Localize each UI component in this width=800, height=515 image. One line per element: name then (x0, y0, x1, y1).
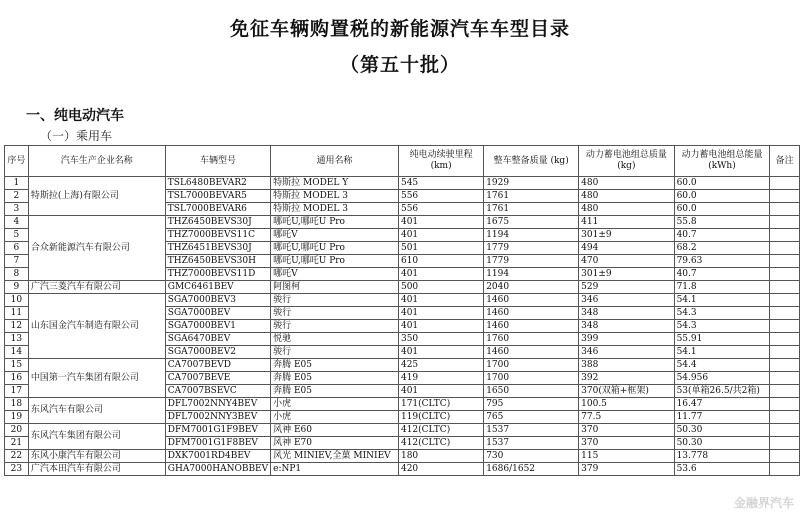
cell-curb-mass: 1779 (484, 242, 579, 255)
cell-curb-mass: 1686/1652 (484, 463, 579, 476)
table-row (5, 216, 800, 229)
cell-manufacturer: 广汽三菱汽车有限公司 (28, 281, 165, 294)
cell-common-name: 骏行 (271, 294, 399, 307)
cell-no: 7 (5, 255, 29, 268)
cell-battery-energy: 55.91 (674, 333, 770, 346)
header-common-name: 通用名称 (271, 146, 399, 177)
section-heading: 一、纯电动汽车 (26, 108, 124, 124)
cell-common-name: 骏行 (271, 307, 399, 320)
cell-range: 545 (398, 177, 483, 190)
cell-curb-mass: 1700 (484, 359, 579, 372)
cell-note (770, 242, 800, 255)
cell-battery-mass: 301±9 (579, 268, 674, 281)
cell-model: THZ7000BEVS11C (165, 229, 270, 242)
cell-common-name: 悦驰 (271, 333, 399, 346)
cell-manufacturer: 合众新能源汽车有限公司 (28, 216, 165, 281)
cell-battery-mass: 100.5 (579, 398, 674, 411)
cell-battery-mass: 392 (579, 372, 674, 385)
cell-range: 171(CLTC) (398, 398, 483, 411)
cell-range: 401 (398, 307, 483, 320)
cell-battery-energy: 71.8 (674, 281, 770, 294)
cell-battery-mass: 346 (579, 346, 674, 359)
cell-common-name: 风光 MINIEV,全菓 MINIEV (271, 450, 399, 463)
vehicle-catalog-table (4, 145, 800, 476)
cell-range: 401 (398, 385, 483, 398)
cell-model: SGA7000BEV (165, 307, 270, 320)
table-row (5, 281, 800, 294)
cell-battery-energy: 40.7 (674, 229, 770, 242)
cell-model: THZ6450BEVS30J (165, 216, 270, 229)
cell-battery-energy: 40.7 (674, 268, 770, 281)
table-row (5, 450, 800, 463)
cell-note (770, 346, 800, 359)
cell-curb-mass: 765 (484, 411, 579, 424)
cell-range: 501 (398, 242, 483, 255)
cell-common-name: 哪吒U,哪吒U Pro (271, 242, 399, 255)
cell-common-name: 特斯拉 MODEL 3 (271, 203, 399, 216)
watermark-logo: 金融界汽车 (733, 496, 794, 510)
cell-curb-mass: 1779 (484, 255, 579, 268)
cell-curb-mass: 1194 (484, 229, 579, 242)
cell-curb-mass: 1675 (484, 216, 579, 229)
cell-note (770, 385, 800, 398)
cell-note (770, 268, 800, 281)
cell-no: 16 (5, 372, 29, 385)
cell-battery-mass: 388 (579, 359, 674, 372)
cell-curb-mass: 1760 (484, 333, 579, 346)
cell-no: 1 (5, 177, 29, 190)
cell-common-name: 哪吒U,哪吒U Pro (271, 216, 399, 229)
cell-curb-mass: 1460 (484, 320, 579, 333)
cell-common-name: 特斯拉 MODEL Y (271, 177, 399, 190)
cell-range: 119(CLTC) (398, 411, 483, 424)
cell-battery-energy: 11.77 (674, 411, 770, 424)
cell-model: DXK7001RD4BEV (165, 450, 270, 463)
cell-no: 19 (5, 411, 29, 424)
cell-model: THZ6451BEVS30J (165, 242, 270, 255)
cell-note (770, 398, 800, 411)
cell-model: SGA7000BEV3 (165, 294, 270, 307)
cell-battery-mass: 480 (579, 190, 674, 203)
cell-common-name: 骏行 (271, 320, 399, 333)
cell-no: 18 (5, 398, 29, 411)
cell-note (770, 294, 800, 307)
cell-model: DFL7002NNY4BEV (165, 398, 270, 411)
cell-common-name: e:NP1 (271, 463, 399, 476)
cell-battery-mass: 480 (579, 177, 674, 190)
cell-range: 420 (398, 463, 483, 476)
cell-curb-mass: 1650 (484, 385, 579, 398)
cell-curb-mass: 1460 (484, 294, 579, 307)
cell-note (770, 203, 800, 216)
cell-battery-mass: 494 (579, 242, 674, 255)
cell-no: 15 (5, 359, 29, 372)
cell-no: 13 (5, 333, 29, 346)
cell-note (770, 281, 800, 294)
document-subtitle: （第五十批） (339, 54, 460, 76)
cell-range: 556 (398, 203, 483, 216)
cell-note (770, 450, 800, 463)
cell-range: 180 (398, 450, 483, 463)
cell-manufacturer: 中国第一汽车集团有限公司 (28, 359, 165, 398)
cell-curb-mass: 2040 (484, 281, 579, 294)
cell-model: DFL7002NNY3BEV (165, 411, 270, 424)
cell-manufacturer: 广汽本田汽车有限公司 (28, 463, 165, 476)
cell-note (770, 333, 800, 346)
cell-common-name: 哪吒U,哪吒U Pro (271, 255, 399, 268)
cell-battery-energy: 54.3 (674, 307, 770, 320)
cell-common-name: 哪吒V (271, 229, 399, 242)
cell-no: 6 (5, 242, 29, 255)
cell-battery-mass: 301±9 (579, 229, 674, 242)
cell-battery-mass: 379 (579, 463, 674, 476)
header-manufacturer: 汽车生产企业名称 (28, 146, 165, 177)
header-curb-mass: 整车整备质量 (kg) (484, 146, 579, 177)
cell-no: 2 (5, 190, 29, 203)
cell-note (770, 372, 800, 385)
header-no: 序号 (5, 146, 29, 177)
cell-battery-energy: 60.0 (674, 177, 770, 190)
cell-no: 21 (5, 437, 29, 450)
cell-model: CA7007BSEVC (165, 385, 270, 398)
cell-model: CA7007BEVE (165, 372, 270, 385)
cell-battery-mass: 370 (579, 424, 674, 437)
cell-battery-mass: 370(双箱+框架) (579, 385, 674, 398)
cell-model: THZ7000BEVS11D (165, 268, 270, 281)
cell-battery-energy: 13.778 (674, 450, 770, 463)
cell-note (770, 424, 800, 437)
cell-manufacturer: 东风汽车有限公司 (28, 398, 165, 424)
cell-battery-mass: 348 (579, 307, 674, 320)
cell-no: 5 (5, 229, 29, 242)
cell-note (770, 177, 800, 190)
cell-model: THZ6450BEVS30H (165, 255, 270, 268)
cell-battery-energy: 79.63 (674, 255, 770, 268)
cell-battery-energy: 60.0 (674, 190, 770, 203)
cell-note (770, 320, 800, 333)
cell-curb-mass: 1537 (484, 437, 579, 450)
cell-battery-energy: 16.47 (674, 398, 770, 411)
cell-range: 401 (398, 320, 483, 333)
cell-battery-mass: 77.5 (579, 411, 674, 424)
cell-manufacturer: 东风小康汽车有限公司 (28, 450, 165, 463)
cell-note (770, 307, 800, 320)
cell-battery-energy: 53(单箱26.5/共2箱) (674, 385, 770, 398)
cell-no: 14 (5, 346, 29, 359)
cell-no: 3 (5, 203, 29, 216)
cell-curb-mass: 1761 (484, 190, 579, 203)
cell-range: 401 (398, 346, 483, 359)
cell-note (770, 463, 800, 476)
header-model: 车辆型号 (165, 146, 270, 177)
cell-curb-mass: 1537 (484, 424, 579, 437)
table-row (5, 398, 800, 411)
cell-model: SGA7000BEV1 (165, 320, 270, 333)
cell-no: 4 (5, 216, 29, 229)
document-title: 免征车辆购置税的新能源汽车车型目录 (229, 18, 570, 40)
cell-common-name: 奔腾 E05 (271, 372, 399, 385)
cell-common-name: 特斯拉 MODEL 3 (271, 190, 399, 203)
cell-curb-mass: 1460 (484, 346, 579, 359)
cell-common-name: 奔腾 E05 (271, 359, 399, 372)
cell-common-name: 风神 E70 (271, 437, 399, 450)
table-header-row (5, 146, 800, 177)
cell-range: 412(CLTC) (398, 437, 483, 450)
cell-curb-mass: 1700 (484, 372, 579, 385)
cell-battery-energy: 54.956 (674, 372, 770, 385)
cell-battery-energy: 55.8 (674, 216, 770, 229)
cell-range: 500 (398, 281, 483, 294)
cell-battery-energy: 54.3 (674, 320, 770, 333)
cell-battery-mass: 411 (579, 216, 674, 229)
cell-battery-mass: 480 (579, 203, 674, 216)
cell-battery-mass: 348 (579, 320, 674, 333)
cell-battery-mass: 399 (579, 333, 674, 346)
cell-model: TSL6480BEVAR2 (165, 177, 270, 190)
cell-manufacturer: 东风汽车集团有限公司 (28, 424, 165, 450)
cell-range: 401 (398, 216, 483, 229)
cell-battery-mass: 370 (579, 437, 674, 450)
cell-battery-energy: 54.4 (674, 359, 770, 372)
cell-model: DFM7001G1F8BEV (165, 437, 270, 450)
cell-note (770, 229, 800, 242)
cell-range: 350 (398, 333, 483, 346)
cell-battery-energy: 50.30 (674, 424, 770, 437)
cell-no: 11 (5, 307, 29, 320)
cell-battery-energy: 54.1 (674, 294, 770, 307)
table-row (5, 177, 800, 190)
cell-common-name: 奔腾 E05 (271, 385, 399, 398)
cell-note (770, 359, 800, 372)
cell-range: 401 (398, 268, 483, 281)
cell-no: 10 (5, 294, 29, 307)
cell-battery-mass: 470 (579, 255, 674, 268)
cell-range: 425 (398, 359, 483, 372)
cell-no: 23 (5, 463, 29, 476)
header-battery-mass: 动力蓄电池组总质量 (kg) (579, 146, 674, 177)
cell-model: DFM7001G1F9BEV (165, 424, 270, 437)
cell-range: 401 (398, 229, 483, 242)
cell-manufacturer: 特斯拉(上海)有限公司 (28, 177, 165, 216)
cell-model: GMC6461BEV (165, 281, 270, 294)
table-row (5, 424, 800, 437)
header-range: 纯电动续驶里程 (km) (398, 146, 483, 177)
cell-battery-mass: 115 (579, 450, 674, 463)
cell-model: SGA6470BEV (165, 333, 270, 346)
cell-model: TSL7000BEVAR5 (165, 190, 270, 203)
cell-model: CA7007BEVD (165, 359, 270, 372)
cell-range: 412(CLTC) (398, 424, 483, 437)
cell-common-name: 哪吒V (271, 268, 399, 281)
cell-manufacturer: 山东国金汽车制造有限公司 (28, 294, 165, 359)
cell-common-name: 小虎 (271, 398, 399, 411)
cell-curb-mass: 1929 (484, 177, 579, 190)
cell-range: 401 (398, 294, 483, 307)
cell-curb-mass: 1460 (484, 307, 579, 320)
cell-note (770, 190, 800, 203)
cell-curb-mass: 730 (484, 450, 579, 463)
cell-no: 22 (5, 450, 29, 463)
header-note: 备注 (770, 146, 800, 177)
cell-note (770, 411, 800, 424)
cell-model: GHA7000HANOBBEV (165, 463, 270, 476)
cell-common-name: 阿图柯 (271, 281, 399, 294)
cell-note (770, 216, 800, 229)
cell-curb-mass: 1761 (484, 203, 579, 216)
cell-no: 8 (5, 268, 29, 281)
cell-no: 17 (5, 385, 29, 398)
cell-no: 12 (5, 320, 29, 333)
cell-common-name: 骏行 (271, 346, 399, 359)
cell-no: 9 (5, 281, 29, 294)
cell-range: 556 (398, 190, 483, 203)
cell-curb-mass: 1194 (484, 268, 579, 281)
cell-common-name: 风神 E60 (271, 424, 399, 437)
cell-battery-energy: 60.0 (674, 203, 770, 216)
cell-curb-mass: 795 (484, 398, 579, 411)
cell-note (770, 437, 800, 450)
table-row (5, 463, 800, 476)
cell-note (770, 255, 800, 268)
cell-battery-mass: 346 (579, 294, 674, 307)
cell-battery-energy: 53.6 (674, 463, 770, 476)
cell-range: 610 (398, 255, 483, 268)
cell-common-name: 小虎 (271, 411, 399, 424)
cell-model: TSL7000BEVAR6 (165, 203, 270, 216)
cell-no: 20 (5, 424, 29, 437)
cell-range: 419 (398, 372, 483, 385)
cell-battery-energy: 50.30 (674, 437, 770, 450)
cell-battery-energy: 68.2 (674, 242, 770, 255)
cell-battery-mass: 529 (579, 281, 674, 294)
table-row (5, 294, 800, 307)
cell-battery-energy: 54.1 (674, 346, 770, 359)
cell-model: SGA7000BEV2 (165, 346, 270, 359)
table-row (5, 359, 800, 372)
header-battery-energy: 动力蓄电池组总能量 (kWh) (674, 146, 770, 177)
subsection-heading: （一）乘用车 (40, 129, 113, 143)
